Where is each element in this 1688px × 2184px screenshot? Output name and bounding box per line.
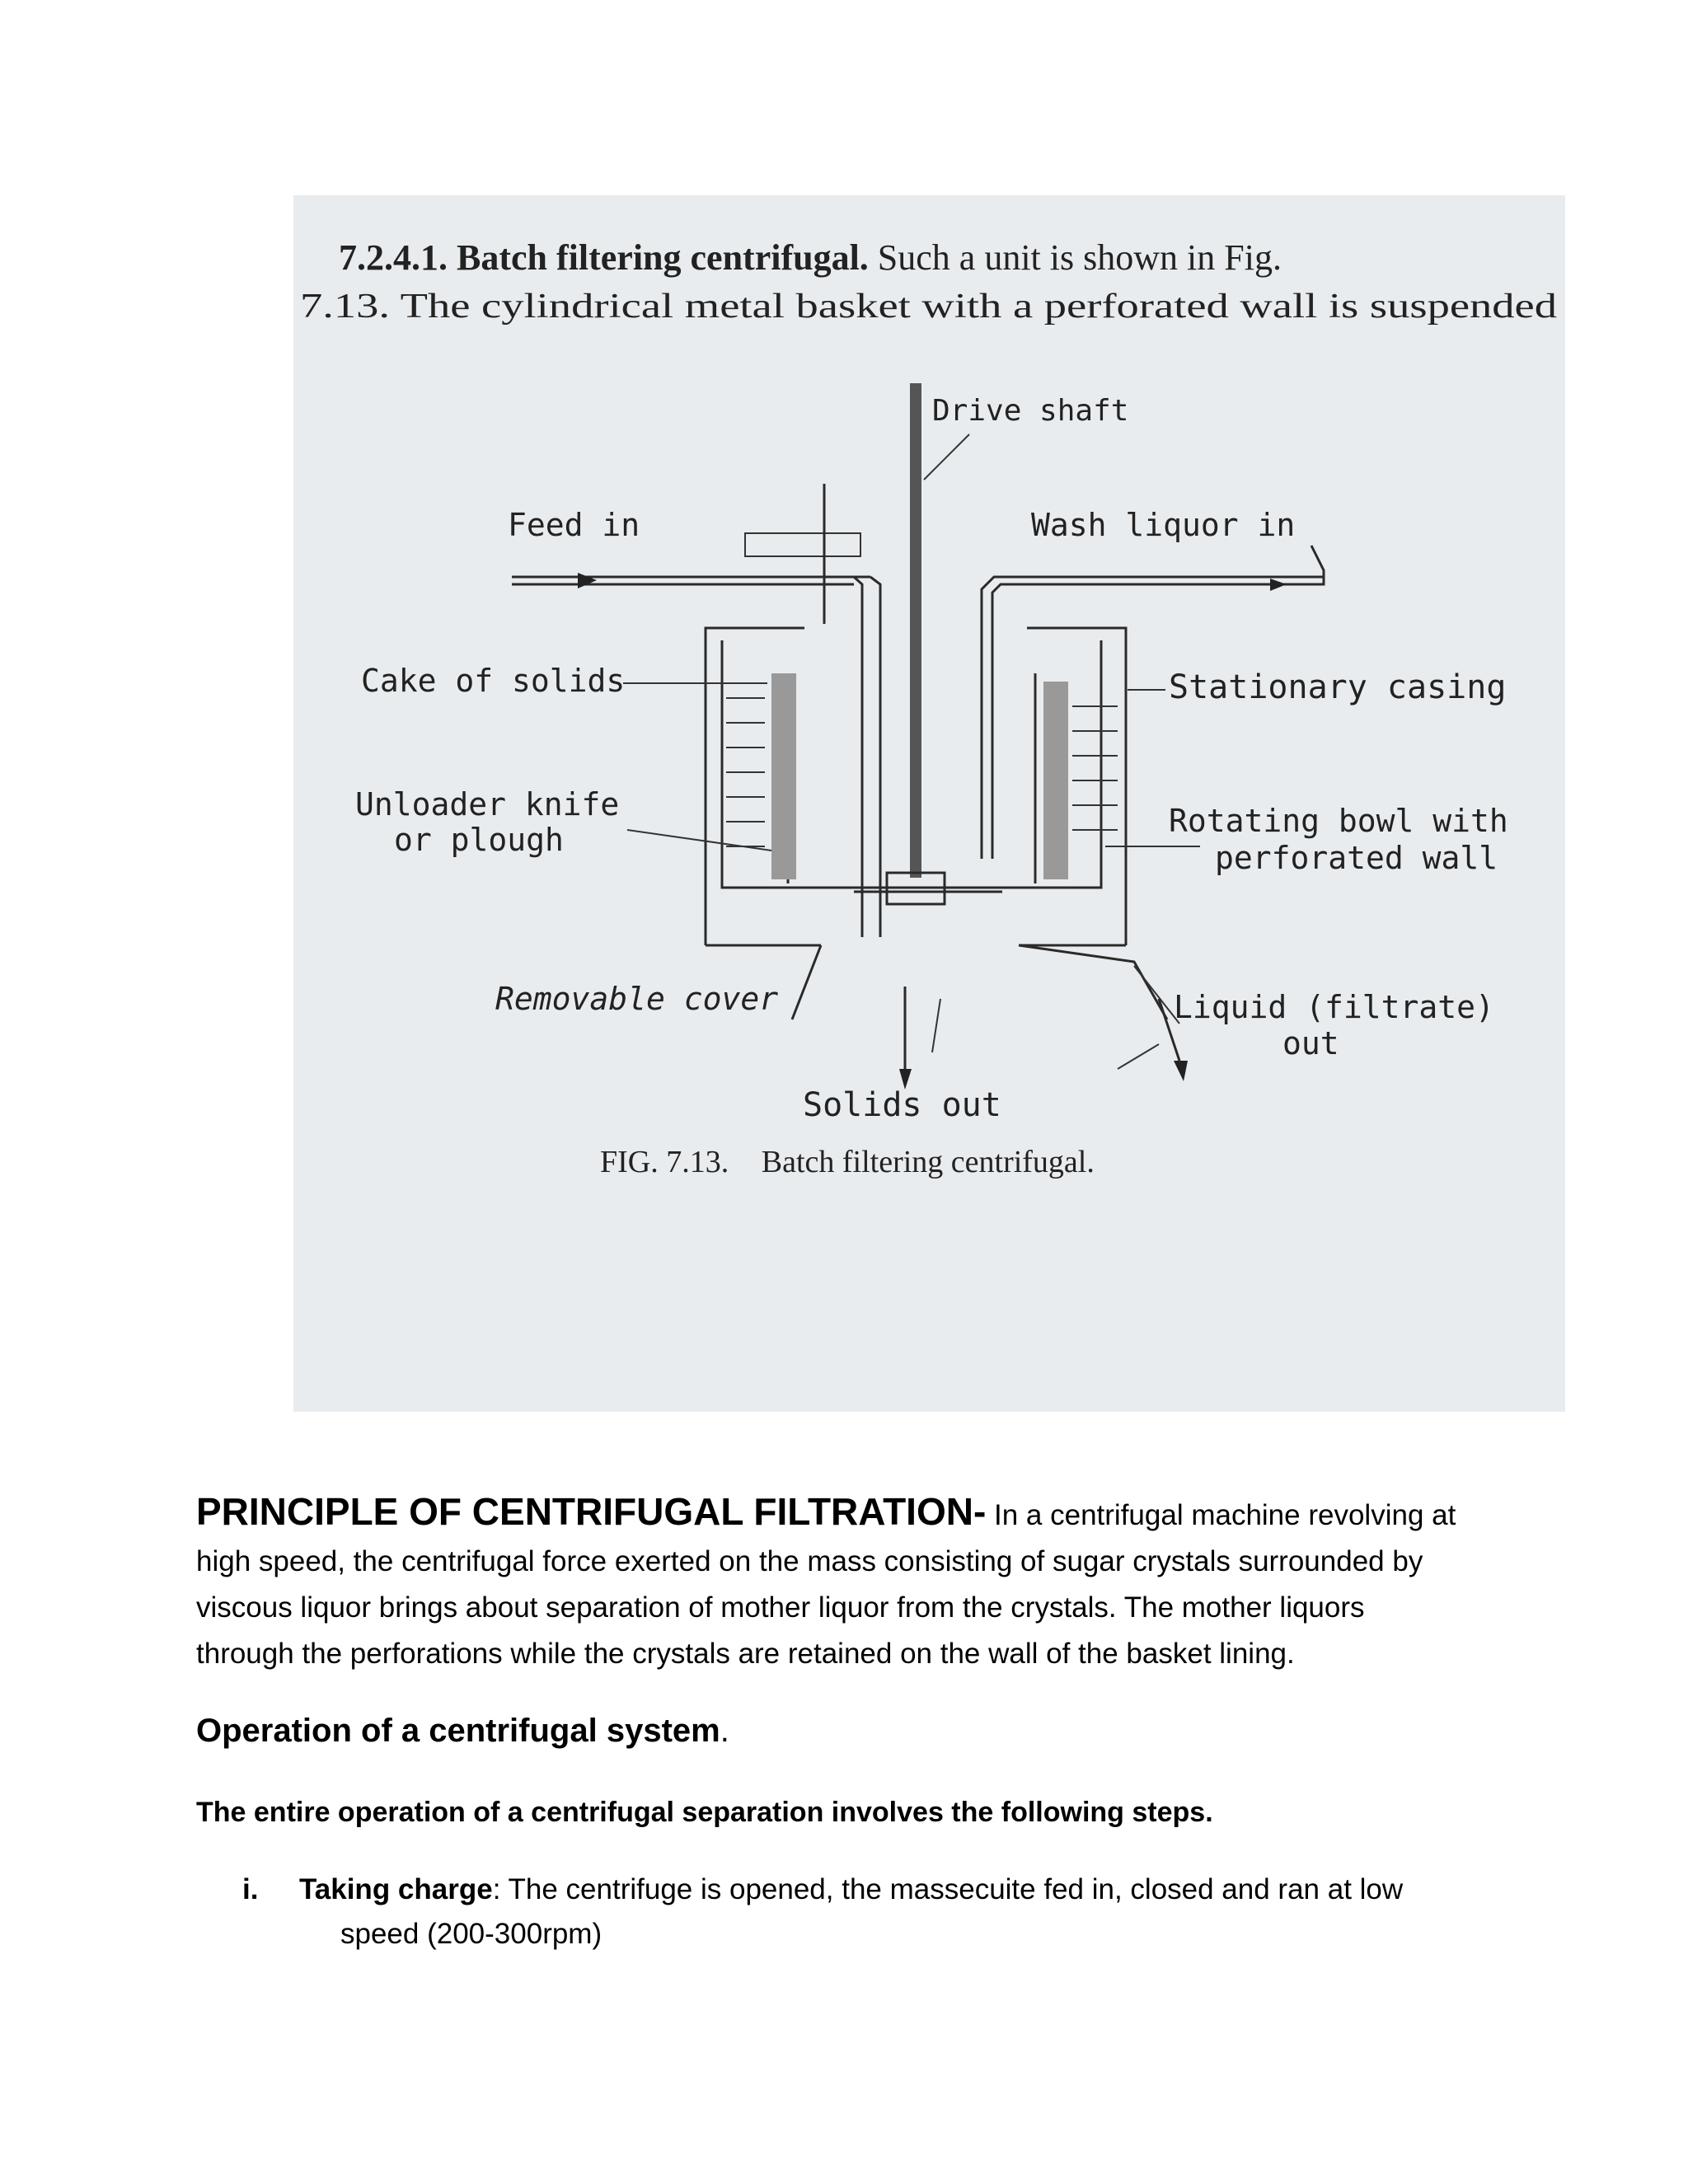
- cake-of-solids-left: [771, 673, 796, 879]
- filtrate-arrows-right: [1072, 706, 1118, 830]
- operation-heading-period: .: [720, 1713, 729, 1749]
- label-removable-cover: Removable cover: [495, 981, 779, 1017]
- label-drive-shaft: Drive shaft: [932, 394, 1129, 428]
- book-text-line2: 7.13. The cylindrical metal basket with a perforated wall is suspended: [300, 288, 1557, 326]
- liquid-out-arrow: [1174, 1061, 1188, 1081]
- stationary-casing-right: [1027, 628, 1126, 945]
- principle-paragraph: [196, 1488, 1482, 1677]
- label-liquid-out-l2: out: [1282, 1025, 1339, 1062]
- wash-arrow: [1270, 579, 1287, 591]
- book-heading-title: Batch filtering centrifugal.: [457, 237, 869, 278]
- label-solids-out: Solids out: [803, 1086, 1001, 1124]
- principle-line2: high speed, the centrifugal force exerted on the mass consisting of sugar crystals surrounded by: [196, 1545, 1423, 1577]
- label-unloader-knife-l2: or plough: [394, 822, 564, 858]
- filtrate-arrows-left: [726, 698, 765, 846]
- cake-of-solids-right: [1043, 682, 1068, 879]
- book-text-line1: Such a unit is shown in Fig.: [877, 237, 1282, 278]
- unloader-leader: [627, 830, 771, 851]
- principle-line4: through the perforations while the crystals are retained on the wall of the basket lining.: [196, 1638, 1295, 1670]
- caption-number: FIG. 7.13.: [600, 1145, 729, 1179]
- label-liquid-out-l1: Liquid (filtrate): [1174, 989, 1494, 1025]
- label-wash-liquor-in: Wash liquor in: [1031, 507, 1296, 543]
- svg-text:FIG. 7.13. Batch filteri: [600, 1145, 1095, 1179]
- label-feed-in: Feed in: [508, 507, 640, 543]
- principle-line3: viscous liquor brings about separation of mother liquor from the crystals. The mother liquors: [196, 1591, 1365, 1624]
- removable-cover-line: [792, 945, 821, 1019]
- label-cake-of-solids: Cake of solids: [361, 663, 626, 699]
- centrifugal-diagram: [293, 195, 1565, 1412]
- label-unloader-knife-l1: Unloader knife: [355, 786, 620, 823]
- book-heading-number: 7.2.4.1.: [339, 237, 448, 278]
- filtrate-outlet: [1019, 945, 1167, 1019]
- steps-intro: The entire operation of a centrifugal separation involves the following steps.: [196, 1797, 1213, 1828]
- drive-shaft: [910, 383, 921, 878]
- principle-heading: PRINCIPLE OF CENTRIFUGAL FILTRATION-: [196, 1490, 987, 1533]
- list-item-continuation: speed (200-300rpm): [340, 1918, 603, 1950]
- principle-line1: In a centrifugal machine revolving at: [994, 1499, 1456, 1531]
- caption-text: Batch filtering centrifugal.: [761, 1145, 1095, 1179]
- svg-text:7.2.4.1. Batch filtering: [339, 237, 1282, 278]
- label-rotating-bowl-l1: Rotating bowl with: [1169, 803, 1508, 839]
- list-item-numeral: i.: [242, 1873, 259, 1905]
- operation-heading: [196, 1713, 1482, 1750]
- operation-heading-text: Operation of a centrifugal system: [196, 1713, 720, 1749]
- list-item-title: Taking charge: [299, 1873, 493, 1905]
- feed-arrow: [578, 573, 597, 588]
- drive-shaft-leader: [924, 434, 969, 480]
- label-rotating-bowl-l2: perforated wall: [1215, 840, 1498, 876]
- label-stationary-casing: Stationary casing: [1169, 668, 1507, 706]
- list-item-text: : The centrifuge is opened, the massecuite fed in, closed and ran at low: [492, 1873, 1404, 1905]
- scanned-figure: [293, 195, 1565, 1412]
